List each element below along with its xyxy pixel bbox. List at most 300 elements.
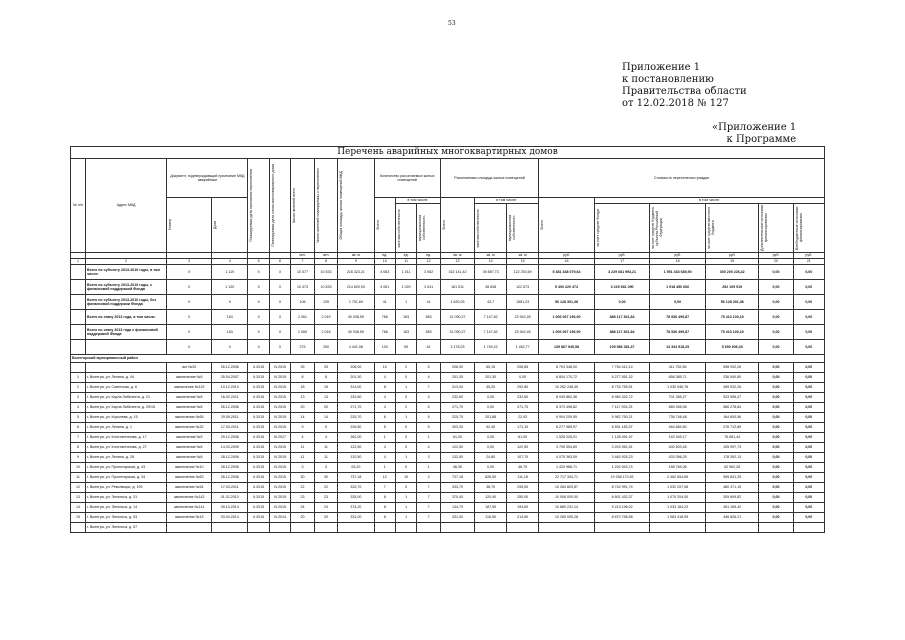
row-cell-r: 1 [374, 433, 395, 443]
row-cell-n: заключение №6 [167, 373, 212, 383]
row-cell-cl: 566 278,84 [705, 403, 758, 413]
row-cell-ce: 0,00 [759, 363, 793, 373]
unit-cell: кв. м [475, 253, 507, 259]
summary-cell-rpv: 183 [395, 310, 416, 325]
row-cell-ap: 24,80 [475, 453, 507, 463]
row-cell-d: 17.03.2011 [212, 423, 248, 433]
summary-row [71, 340, 825, 355]
col-area-total-header: Всего [440, 198, 474, 253]
row-cell-empty [793, 523, 824, 533]
summary-num-cell [71, 265, 86, 280]
row-cell-cf: 5 277 551,32 [594, 373, 650, 383]
unit-cell: кв. м [440, 253, 474, 259]
summary-cell-cr: 78 936 499,87 [650, 325, 706, 340]
row-cell-rp: 23 [314, 493, 338, 503]
summary-cell-ap: 7 147,82 [475, 310, 507, 325]
row-cell-rp: 8 [314, 373, 338, 383]
row-cell-dm: IV.2015 [269, 503, 290, 513]
row-cell-d: 17.03.2011 [212, 483, 248, 493]
row-cell-p: II.2015 [248, 413, 269, 423]
row-cell-rpv: 2 [395, 403, 416, 413]
summary-cell-r: 41 [374, 295, 395, 310]
row-cell-cu: 0,00 [793, 423, 824, 433]
table-row [71, 413, 825, 423]
table-row [71, 443, 825, 453]
row-cell-cu: 0,00 [793, 403, 824, 413]
row-address: г. Вытегра, ул. Энгельса, д. 57 [85, 523, 166, 533]
row-cell-rpv: 1 [395, 413, 416, 423]
col-cost-unfunded-header: Внебюджетные источники финансирования [793, 204, 824, 253]
row-cell-at: 225,70 [440, 413, 474, 423]
col-residents-planned-header: Число жителей планируемых к переселению [314, 159, 338, 253]
row-cell-am: 214,60 [507, 513, 539, 523]
row-cell-rt: 13 [291, 393, 315, 403]
row-cell-rp: 14 [314, 413, 338, 423]
row-cell-r: 8 [374, 503, 395, 513]
row-cell-ct: 10 280 005,28 [539, 513, 595, 523]
row-cell-rm: 2 [417, 473, 441, 483]
row-cell-cf: 9 213 196,02 [594, 503, 650, 513]
row-cell-cl: 451 159,42 [705, 503, 758, 513]
row-number: 11 [71, 473, 86, 483]
table-row [71, 513, 825, 523]
row-cell-rt: 22 [291, 483, 315, 493]
summary-cell-dm: X [269, 310, 290, 325]
row-number: 2 [71, 383, 86, 393]
summary-cell-p: X [248, 295, 269, 310]
row-cell-r: 8 [374, 383, 395, 393]
row-cell-am: 122,50 [507, 443, 539, 453]
col-doc-date-header: Дата [212, 198, 248, 253]
row-cell-r: 1 [374, 463, 395, 473]
summary-cell-a: 214 820,93 [338, 280, 374, 295]
summary-cell-dm: X [269, 280, 290, 295]
row-cell-am: 250,00 [507, 493, 539, 503]
summary-cell-p: X [248, 325, 269, 340]
row-cell-empty [594, 523, 650, 533]
row-cell-cf: 6 983 332,72 [594, 393, 650, 403]
row-cell-cl: 276 712,89 [705, 423, 758, 433]
summary-num-cell [71, 325, 86, 340]
row-cell-n: заключение №54 [167, 483, 212, 493]
row-cell-p: II.2015 [248, 433, 269, 443]
col-rooms-municipal-header: муниципальная собственность [417, 204, 441, 253]
row-cell-p: II.2015 [248, 493, 269, 503]
summary-cell-dm: X [269, 340, 290, 355]
row-cell-rpv: 1 [395, 383, 416, 393]
row-cell-n: заключение №142 [167, 493, 212, 503]
row-cell-cl: 76 681,44 [705, 433, 758, 443]
row-cell-rm: 5 [417, 423, 441, 433]
summary-num-cell [71, 340, 86, 355]
row-cell-rm: 4 [417, 373, 441, 383]
row-cell-dm: IV.2015 [269, 443, 290, 453]
program-appendix-line-2: к Программе [726, 134, 797, 145]
row-cell-empty [167, 523, 212, 533]
row-cell-cl: 995 841,25 [705, 473, 758, 483]
row-cell-ce: 0,00 [759, 483, 793, 493]
row-cell-cr: 701 355,27 [650, 393, 706, 403]
row-cell-empty [705, 523, 758, 533]
row-cell-at: 313,00 [440, 383, 474, 393]
row-address: г. Вытегра, ул. Энгельса, д. 53 [85, 513, 166, 523]
row-cell-cf: 8 733 755,51 [594, 383, 650, 393]
unit-cell: руб. [539, 253, 595, 259]
row-cell-r: 6 [374, 413, 395, 423]
column-number-cell: 21 [793, 259, 824, 265]
summary-label [85, 340, 166, 355]
summary-cell-rp: 2 018 [314, 325, 338, 340]
houses-table [70, 146, 825, 533]
row-cell-ce: 0,00 [759, 423, 793, 433]
row-address: г. Вытегра, ул. Советская, д. 6 [85, 383, 166, 393]
summary-cell-rpv: 1 011 [395, 265, 416, 280]
col-doc-number-header: Номер [167, 198, 212, 253]
row-cell-cr: 689 265,08 [650, 403, 706, 413]
row-cell-ce: 0,00 [759, 383, 793, 393]
row-cell-ct: 22 717 334,71 [539, 473, 595, 483]
unit-cell: ед. [374, 253, 395, 259]
unit-cell: чел. [291, 253, 315, 259]
summary-cell-at: 31 090,27 [440, 310, 474, 325]
summary-cell-n: X [167, 265, 212, 280]
summary-cell-am: 23 942,45 [507, 310, 539, 325]
row-cell-cf: 3 203 951,51 [594, 443, 650, 453]
row-cell-am: 292,80 [507, 383, 539, 393]
row-cell-empty [759, 523, 793, 533]
row-cell-a: 132,50 [338, 453, 374, 463]
col-area-private-header: частная собственность [475, 204, 507, 253]
row-cell-r: 4 [374, 453, 395, 463]
summary-label: Всего по этапу 2013 года с финансовой поддержкой Фонда [85, 325, 166, 340]
row-cell-at: 303,30 [440, 423, 474, 433]
row-cell-cl: 164 600,56 [705, 413, 758, 423]
row-cell-p: II.2015 [248, 363, 269, 373]
summary-row [71, 265, 825, 280]
row-cell-cl: 236 540,80 [705, 373, 758, 383]
row-cell-ce: 0,00 [759, 393, 793, 403]
summary-cell-ct: 5 481 348 079,64 [539, 265, 595, 280]
row-number: 7 [71, 433, 86, 443]
column-number-cell: 10 [374, 259, 395, 265]
row-cell-rm: 1 [417, 463, 441, 473]
row-cell-ap: 120,40 [475, 493, 507, 503]
col-planned-date-header: Планируемая дата окончания переселения [248, 159, 269, 253]
summary-cell-cu: 0,00 [793, 325, 824, 340]
row-cell-at: 46,30 [440, 463, 474, 473]
summary-cell-ct: 1 006 067 196,90 [539, 310, 595, 325]
summary-cell-rpv: 1 020 [395, 280, 416, 295]
row-cell-r: 4 [374, 373, 395, 383]
summary-cell-am: 122 673 [507, 280, 539, 295]
row-cell-a: 206,00 [338, 363, 374, 373]
summary-cell-ap: 7 147,82 [475, 325, 507, 340]
row-cell-dm: IV.2015 [269, 373, 290, 383]
row-cell-am: 206,85 [507, 363, 539, 373]
summary-cell-cf: 0,00 [594, 295, 650, 310]
summary-cell-rpv: 1 [395, 295, 416, 310]
row-cell-ct: 3 709 354,69 [539, 443, 595, 453]
row-cell-d: 10.12.2010 [212, 383, 248, 393]
col-rooms-sub-header: в том числе: [395, 198, 440, 204]
row-cell-rp: 20 [314, 513, 338, 523]
row-cell-at: 122,50 [440, 443, 474, 453]
row-number: 10 [71, 463, 86, 473]
row-address [85, 363, 166, 373]
row-cell-rp: 15 [314, 383, 338, 393]
summary-cell-rp: 250 [314, 340, 338, 355]
row-cell-a: 335,00 [338, 493, 374, 503]
row-cell-am: 194,60 [507, 503, 539, 513]
summary-label: Всего по субъекту 2013-2016 годы, с финансовой поддержкой Фонда [85, 280, 166, 295]
row-cell-dm: IV.2015 [269, 393, 290, 403]
row-cell-cu: 0,00 [793, 463, 824, 473]
row-cell-empty [650, 523, 706, 533]
summary-cell-ct: 56 128 301,38 [539, 295, 595, 310]
row-cell-p: II.2015 [248, 473, 269, 483]
row-cell-dm: IV.2015 [269, 483, 290, 493]
summary-cell-d: 163 [212, 325, 248, 340]
row-cell-cl: 446 826,21 [705, 513, 758, 523]
row-cell-rt: 20 [291, 403, 315, 413]
summary-cell-p: X [248, 280, 269, 295]
col-residents-total-header: Число жителей всего [291, 159, 315, 253]
row-cell-ap: 38,70 [475, 483, 507, 493]
summary-cell-ce: 0,00 [759, 265, 793, 280]
summary-cell-a: 40 038,59 [338, 310, 374, 325]
row-address: г. Вытегра, ул. Энгельса, д. 14 [85, 503, 166, 513]
summary-cell-ct: 139 867 945,58 [539, 340, 595, 355]
row-cell-rt: 4 [291, 433, 315, 443]
row-cell-rp: 30 [314, 473, 338, 483]
table-row-partial [71, 523, 825, 533]
row-cell-cr: 2 462 654,65 [650, 473, 706, 483]
region-title: Вытегорский муниципальный район [71, 355, 825, 363]
appendix-line-3: Правительства области [622, 86, 747, 97]
summary-cell-ct: 1 006 067 196,90 [539, 325, 595, 340]
summary-cell-dm: X [269, 295, 290, 310]
appendix-line-1: Приложение 1 [622, 62, 701, 73]
summary-num-cell [71, 295, 86, 310]
summary-row [71, 295, 825, 310]
row-cell-n: заключение №32 [167, 423, 212, 433]
column-number-cell: 3 [167, 259, 212, 265]
column-number-cell: 13 [440, 259, 474, 265]
col-rooms-total-header: Всего [374, 198, 395, 253]
row-cell-dm: IV.2014 [269, 513, 290, 523]
summary-cell-n: X [167, 340, 212, 355]
row-cell-dm: IV.2015 [269, 493, 290, 503]
summary-cell-cf: 109 586 381,37 [594, 340, 650, 355]
col-cost-fund-header: за счет средств Фонда [594, 204, 650, 253]
summary-cell-a: 1 701,69 [338, 295, 374, 310]
row-cell-cr: 1 033 164,23 [650, 503, 706, 513]
column-number-cell: 17 [594, 259, 650, 265]
row-cell-p: II.2015 [248, 463, 269, 473]
row-cell-ce: 0,00 [759, 473, 793, 483]
row-cell-rm: 6 [417, 403, 441, 413]
row-cell-rm: 7 [417, 383, 441, 393]
row-cell-p: II.2015 [248, 443, 269, 453]
row-cell-d: 01.02.2010 [212, 493, 248, 503]
summary-cell-d: 9 [212, 295, 248, 310]
column-number-cell: 15 [507, 259, 539, 265]
row-cell-ct: 10 680 231,14 [539, 503, 595, 513]
row-cell-at: 331,00 [440, 513, 474, 523]
row-cell-ap: 187,90 [475, 503, 507, 513]
summary-row [71, 280, 825, 295]
table-row [71, 373, 825, 383]
summary-cell-r: 100 [374, 340, 395, 355]
row-cell-dm: IV.2015 [269, 403, 290, 413]
row-cell-at: 206,00 [440, 363, 474, 373]
row-cell-at: 370,40 [440, 493, 474, 503]
summary-cell-cr: 1 951 433 685,90 [650, 265, 706, 280]
row-cell-rm: 3 [417, 453, 441, 463]
col-cost-sub-header: в том числе: [594, 198, 824, 204]
row-number: 14 [71, 503, 86, 513]
summary-cell-am: 23 942,45 [507, 325, 539, 340]
row-cell-ct: 8 049 862,36 [539, 393, 595, 403]
row-cell-r: 4 [374, 443, 395, 453]
column-number-cell: 9 [338, 259, 374, 265]
row-cell-p: II.2015 [248, 383, 269, 393]
row-cell-ap: 116,90 [475, 513, 507, 523]
summary-cell-p: X [248, 265, 269, 280]
summary-cell-cu: 0,00 [793, 295, 824, 310]
summary-cell-rt: 106 [291, 295, 315, 310]
summary-cell-at: 1 630,93 [440, 295, 474, 310]
row-cell-cf: 5 962 750,21 [594, 413, 650, 423]
row-address: г. Вытегра, ул. Пролетарская, д. 34 [85, 473, 166, 483]
row-cell-rm: 1 [417, 433, 441, 443]
row-cell-rp: 25 [314, 363, 338, 373]
row-cell-rm: 7 [417, 513, 441, 523]
summary-cell-n: X [167, 310, 212, 325]
row-address: г. Вытегра, ул. Революции, д. 199 [85, 483, 166, 493]
summary-cell-cr: 78 936 499,87 [650, 310, 706, 325]
row-cell-cl: 480 471,15 [705, 483, 758, 493]
row-cell-am: 111,18 [507, 473, 539, 483]
summary-row [71, 310, 825, 325]
row-number: 9 [71, 453, 86, 463]
row-cell-ap: 0,00 [475, 403, 507, 413]
row-cell-am: 22,93 [507, 413, 539, 423]
col-cost-local-header: за счет средств местного бюджета [705, 204, 758, 253]
summary-cell-cl: 75 413 100,19 [705, 325, 758, 340]
row-cell-cf: 8 742 991,74 [594, 483, 650, 493]
row-cell-p: II.2015 [248, 373, 269, 383]
row-cell-p: II.2015 [248, 403, 269, 413]
row-cell-p: II.2015 [248, 513, 269, 523]
row-cell-d: 25.04.2007 [212, 373, 248, 383]
summary-cell-at: 3 178,03 [440, 340, 474, 355]
column-number-cell: 14 [475, 259, 507, 265]
row-number: 12 [71, 483, 86, 493]
row-cell-cf: 1 128 491,97 [594, 433, 650, 443]
column-number-cell: 7 [291, 259, 315, 265]
col-address-header: Адрес МКД [85, 159, 166, 253]
row-cell-ap: 65,15 [475, 363, 507, 373]
row-cell-am: 232,60 [507, 393, 539, 403]
row-cell-am: 171,10 [507, 423, 539, 433]
summary-cell-ce: 0,00 [759, 325, 793, 340]
summary-cell-rm: 41 [417, 295, 441, 310]
summary-cell-dm: X [269, 325, 290, 340]
column-number-cell: 20 [759, 259, 793, 265]
row-cell-at: 232,60 [440, 393, 474, 403]
row-cell-cu: 0,00 [793, 383, 824, 393]
column-number-cell: 4 [212, 259, 248, 265]
row-cell-empty [212, 523, 248, 533]
summary-cell-r: 4 083 [374, 265, 395, 280]
row-cell-a: 232,60 [338, 393, 374, 403]
summary-label: Всего по субъекту 2013-2016 годы, без финансовой поддержки Фонда [85, 295, 166, 310]
col-area-municipal-header: муниципальная собственность [507, 204, 539, 253]
row-cell-cr: 1 032 207,08 [650, 483, 706, 493]
unit-cell: кв. м [507, 253, 539, 259]
summary-num-cell [71, 310, 86, 325]
row-cell-rpv: 0 [395, 463, 416, 473]
row-cell-rm: 7 [417, 493, 441, 503]
row-cell-cf: 7 117 924,23 [594, 403, 650, 413]
row-cell-d: 29.12.2006 [212, 433, 248, 443]
column-number-cell: 18 [650, 259, 706, 265]
summary-cell-d: 163 [212, 310, 248, 325]
row-cell-dm: IV.2015 [269, 383, 290, 393]
column-number-cell: 1 [71, 259, 86, 265]
row-cell-d: 09.10.2014 [212, 503, 248, 513]
row-cell-cf: 8 601 432,37 [594, 493, 650, 503]
summary-cell-at: 161 511 [440, 280, 474, 295]
row-cell-ce: 0,00 [759, 493, 793, 503]
row-cell-rpv: 0 [395, 373, 416, 383]
summary-cell-p: X [248, 340, 269, 355]
row-cell-r: 4 [374, 393, 395, 403]
row-cell-rp: 13 [314, 393, 338, 403]
row-cell-n: заключение №8 [167, 403, 212, 413]
row-cell-cu: 0,00 [793, 413, 824, 423]
row-cell-cl: 309 609,82 [705, 493, 758, 503]
row-cell-rpv: 10 [395, 473, 416, 483]
row-cell-rp: 20 [314, 403, 338, 413]
row-cell-dm: IV.2015 [269, 363, 290, 373]
row-cell-am: 271,70 [507, 403, 539, 413]
summary-cell-a: 216 323,21 [338, 265, 374, 280]
row-cell-rp: 9 [314, 423, 338, 433]
row-address: г. Вытегра, ул. Константинова, д. 17 [85, 433, 166, 443]
col-cost-group-header: Стоимость переселения граждан [539, 159, 825, 198]
row-number: 8 [71, 443, 86, 453]
row-address: г. Вытегра, ул. Пролетарская, д. 43 [85, 463, 166, 473]
row-cell-rt: 30 [291, 473, 315, 483]
row-cell-ce: 0,00 [759, 503, 793, 513]
row-cell-d: 14.03.2009 [212, 443, 248, 453]
summary-cell-a: 4 441,08 [338, 340, 374, 355]
summary-cell-ce: 0,00 [759, 340, 793, 355]
houses-table-wrapper [70, 146, 825, 533]
table-row [71, 503, 825, 513]
row-cell-ct: 4 075 363,09 [539, 453, 595, 463]
summary-cell-rt: 275 [291, 340, 315, 355]
row-cell-cu: 0,00 [793, 503, 824, 513]
row-cell-dm: IV.2015 [269, 413, 290, 423]
row-address: г. Вытегра, ул. Энгельса, д. 31 [85, 493, 166, 503]
row-cell-cf: 1 202 943,74 [594, 463, 650, 473]
row-cell-cu: 0,00 [793, 373, 824, 383]
column-number-cell: 6 [269, 259, 290, 265]
unit-cell: руб. [594, 253, 650, 259]
